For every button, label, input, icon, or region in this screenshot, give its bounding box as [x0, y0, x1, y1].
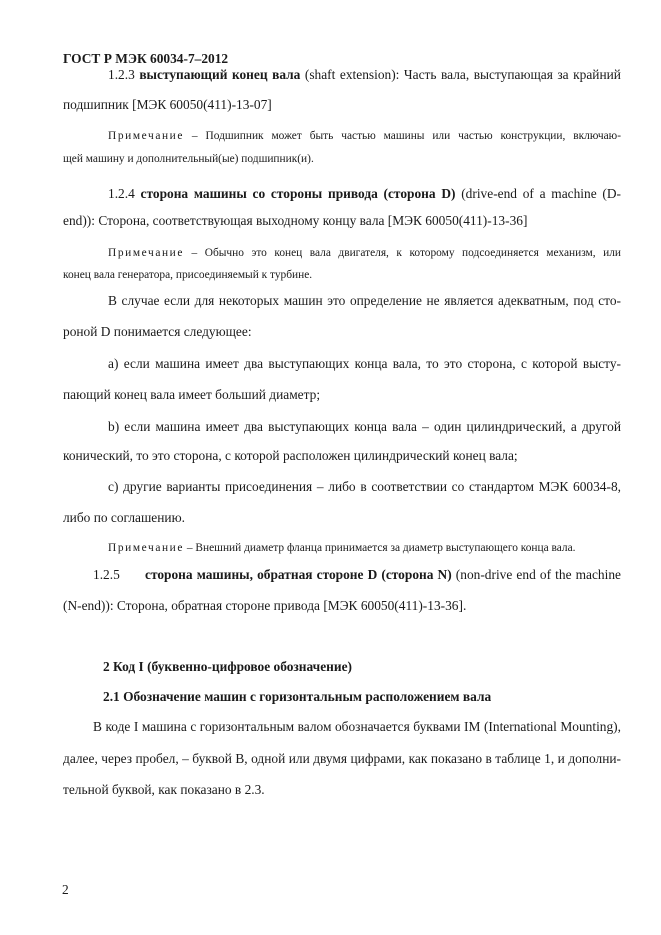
list-item-a: а) если машина имеет два выступающих конца вала, то это сторона, с которой высту-: [108, 356, 621, 371]
clause-1-2-5: сторона машины, обратная стороне D (сторона N) (non-drive end of the machine: [145, 567, 621, 582]
paragraph-2: В коде I машина с горизонтальным валом обозначается буквами IM (International Mounting),: [93, 719, 621, 734]
section-2-heading: 2 Код I (буквенно-цифровое обозначение): [103, 659, 353, 674]
clause-1-2-5-number: 1.2.5: [93, 567, 120, 582]
note-2-cont: конец вала генератора, присоединяемый к турбине.: [63, 269, 313, 281]
list-item-b-cont: конический, то это сторона, с которой расположен цилиндрический конец вала;: [63, 448, 518, 463]
paragraph-2-cont-2: тельной буквой, как показано в 2.3.: [63, 782, 265, 797]
note-2: Примечание – Обычно это конец вала двигателя, к которому подсоединяется механизм, или: [108, 247, 621, 259]
page-number: 2: [62, 882, 69, 897]
clause-1-2-5-cont: (N-end)): Сторона, обратная стороне привода [МЭК 60050(411)-13-36].: [63, 598, 467, 613]
list-item-c-cont: либо по соглашению.: [63, 510, 185, 525]
note-3: Примечание – Внешний диаметр фланца принимается за диаметр выступающего конца вала.: [108, 542, 576, 554]
clause-1-2-3-cont: подшипник [МЭК 60050(411)-13-07]: [63, 97, 272, 112]
clause-1-2-4-cont: end)): Сторона, соответствующая выходному концу вала [МЭК 60050(411)-13-36]: [63, 213, 528, 228]
list-item-a-cont: пающий конец вала имеет больший диаметр;: [63, 387, 321, 402]
clause-1-2-3: 1.2.3 выступающий конец вала (shaft extension): Часть вала, выступающая за крайний: [108, 67, 621, 82]
paragraph-1-cont: роной D понимается следующее:: [63, 324, 252, 339]
note-1: Примечание – Подшипник может быть частью машины или частью конструкции, включаю-: [108, 130, 621, 142]
paragraph-2-cont-1: далее, через пробел, – буквой B, одной или двумя цифрами, как показано в таблице 1, и дополни-: [63, 751, 621, 766]
list-item-b: b) если машина имеет два выступающих конца вала – один цилиндрический, а другой: [108, 419, 621, 434]
section-2-1-heading: 2.1 Обозначение машин с горизонтальным расположением вала: [103, 689, 492, 704]
standard-header: ГОСТ Р МЭК 60034-7–2012: [63, 51, 229, 66]
clause-1-2-4: 1.2.4 сторона машины со стороны привода (сторона D) (drive-end of a machine (D-: [108, 186, 621, 201]
paragraph-1: В случае если для некоторых машин это определение не является адекватным, под сто-: [108, 293, 621, 308]
list-item-c: c) другие варианты присоединения – либо в соответствии со стандартом МЭК 60034-8,: [108, 479, 621, 494]
note-1-cont: щей машину и дополнительный(ые) подшипник(и).: [63, 153, 314, 165]
